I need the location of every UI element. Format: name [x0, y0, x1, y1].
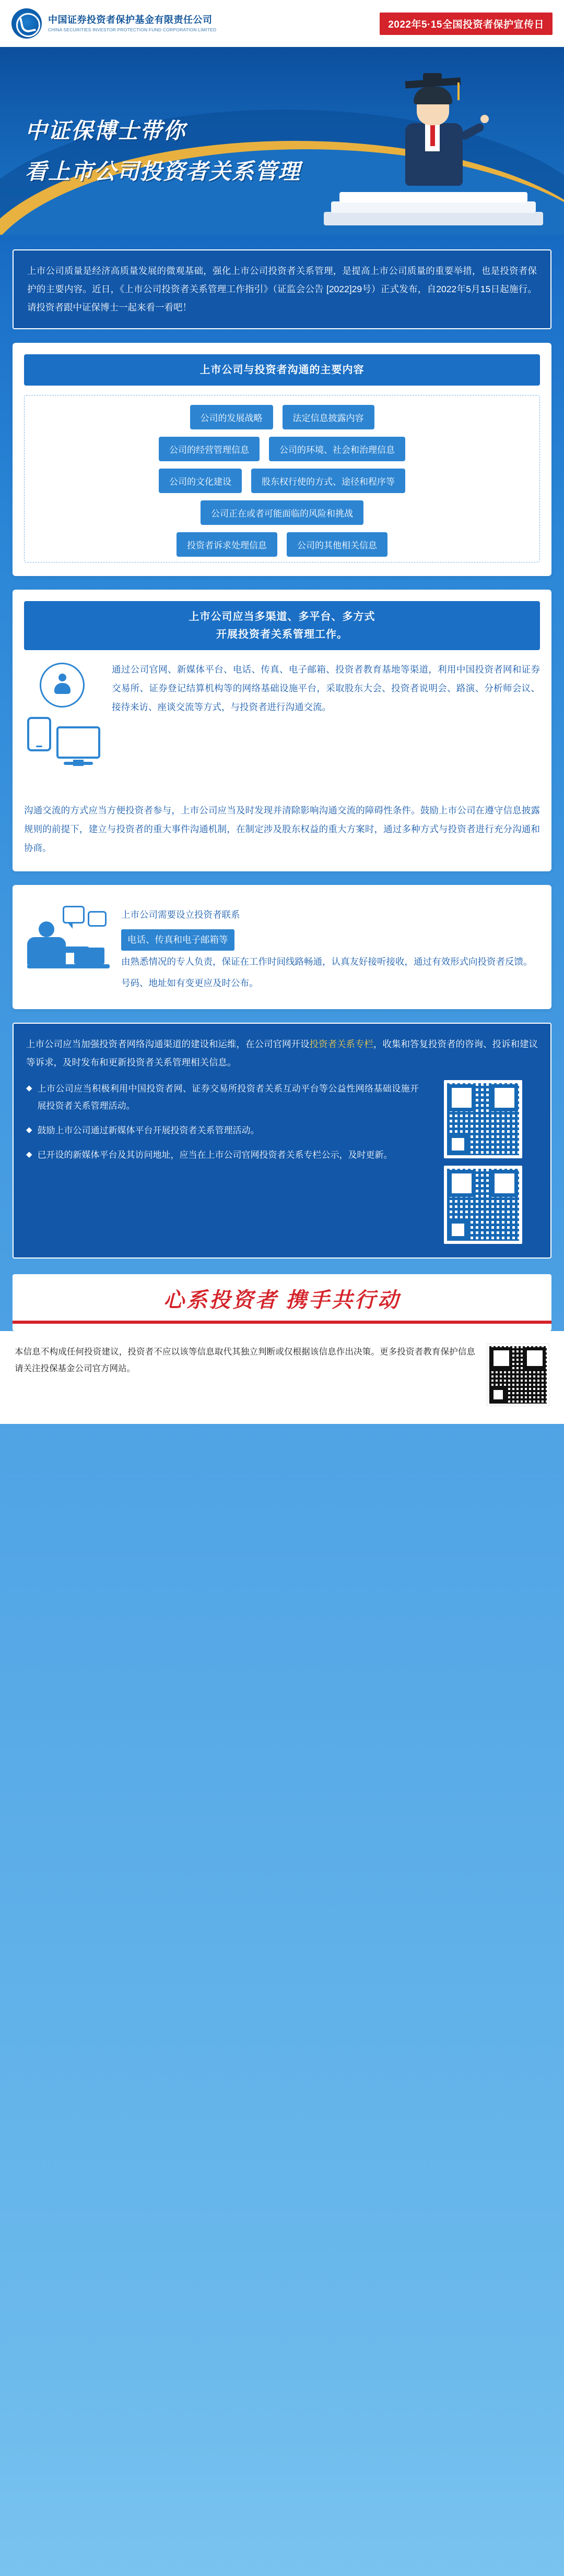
pill-item: 股东权行使的方式、途径和程序等	[251, 469, 405, 493]
campaign-banner: 2022年5·15全国投资者保护宣传日	[380, 13, 553, 35]
bullet-marker-icon: ◆	[26, 1125, 32, 1134]
pill-row-1	[33, 405, 531, 429]
chat-bubble-small-icon	[88, 911, 107, 927]
section3-line3: 号码、地址如有变更应及时公布。	[121, 977, 258, 988]
list-item	[26, 1080, 419, 1115]
brand-name-cn: 中国证券投资者保护基金有限责任公司	[48, 14, 213, 25]
pill-row-5	[33, 532, 531, 557]
section2-body	[24, 661, 540, 791]
list-item	[26, 1146, 419, 1164]
pill-row-3	[33, 469, 531, 493]
page-header	[0, 0, 564, 47]
page-footer	[0, 1331, 564, 1424]
section2-title	[24, 601, 540, 650]
content-area	[0, 249, 564, 1331]
section2-title-line1: 上市公司应当多渠道、多平台、多方式	[189, 611, 375, 622]
pill-item: 公司的环境、社会和治理信息	[269, 437, 405, 461]
company-logo-icon	[11, 8, 42, 39]
hero-section	[0, 47, 564, 235]
section2-title-line2: 开展投资者关系管理工作。	[216, 629, 348, 640]
pill-item: 公司的发展战略	[190, 405, 273, 429]
section2-paragraph-1: 通过公司官网、新媒体平台、电话、传真、电子邮箱、投资者教育基地等渠道，利用中国投资者网和证券交易所、证券登记结算机构等的网络基础设施平台，采取股东大会、投资者说明会、路演、分析师会议、接待来访、座谈交流等方式，与投资者进行沟通交流。	[112, 664, 540, 712]
slogan-divider	[13, 1321, 551, 1324]
pill-item: 公司的其他相关信息	[287, 532, 387, 557]
section-channels	[13, 590, 551, 871]
person-at-desk-icon	[24, 906, 113, 984]
pill-row-2	[33, 437, 531, 461]
list-item-text: 鼓励上市公司通过新媒体平台开展投资者关系管理活动。	[37, 1125, 260, 1135]
hero-title-line1: 中证保博士带你	[25, 119, 186, 143]
slogan-text: 心系投资者 携手共行动	[163, 1288, 401, 1312]
section2-paragraph-2: 沟通交流的方式应当方便投资者参与，上市公司应当及时发现并清除影响沟通交流的障碍性条件。鼓励上市公司在遵守信息披露规则的前提下，建立与投资者的重大事件沟通机制，在制定涉及股东权益的重大方案时，通过多种方式与投资者进行充分沟通和协商。	[24, 805, 540, 853]
pill-item: 公司的文化建设	[159, 469, 242, 493]
laptop-icon	[74, 948, 104, 964]
person-in-circle-icon	[40, 663, 85, 708]
section-contact	[13, 885, 551, 1009]
pill-item: 公司的经营管理信息	[159, 437, 260, 461]
section1-title: 上市公司与投资者沟通的主要内容	[24, 354, 540, 386]
bullet-marker-icon: ◆	[26, 1083, 32, 1093]
section2-icon-group	[24, 661, 102, 791]
section4-para-highlight: 投资者关系专栏	[309, 1038, 373, 1049]
section3-line2: 由熟悉情况的专人负责，保证在工作时间线路畅通，认真友好接听接收，通过有效形式向投资者反馈。	[121, 956, 533, 967]
graduate-mascot-icon	[381, 71, 486, 201]
section3-title-line1: 上市公司需要设立投资者联系	[121, 909, 240, 920]
list-item-text: 上市公司应当积极利用中国投资者网、证券交易所投资者关系互动平台等公益性网络基础设施开展投资者关系管理活动。	[37, 1083, 419, 1111]
bullet-marker-icon: ◆	[26, 1150, 32, 1159]
desktop-monitor-icon	[56, 726, 100, 759]
hero-title-line2: 看上市公司投资者关系管理	[25, 160, 301, 184]
section-communication-content	[13, 343, 551, 576]
qr-code-investor-net[interactable]	[444, 1080, 522, 1158]
section-online-channels	[13, 1023, 551, 1259]
monitor-base-icon	[64, 762, 93, 765]
chat-bubble-icon	[63, 906, 85, 924]
section3-highlight: 电话、传真和电子邮箱等	[121, 929, 234, 951]
qr-code-official-website[interactable]	[487, 1344, 549, 1406]
section4-body	[26, 1080, 538, 1244]
section3-body	[24, 906, 540, 996]
disclaimer-text: 本信息不构成任何投资建议，投资者不应以该等信息取代其独立判断或仅根据该信息作出决策。更多投资者教育保护信息请关注投保基金公司官方网站。	[15, 1347, 475, 1373]
section4-bullet-list	[26, 1080, 419, 1171]
pill-item: 公司正在或者可能面临的风险和挑战	[201, 500, 363, 525]
section4-qr-column	[428, 1080, 538, 1244]
hero-title	[25, 114, 301, 186]
list-item	[26, 1122, 419, 1139]
brand	[11, 8, 216, 39]
pill-row-4	[33, 500, 531, 525]
section4-paragraph	[26, 1035, 538, 1072]
intro-panel: 上市公司质量是经济高质量发展的微观基础，强化上市公司投资者关系管理，是提高上市公司质量的重要举措，也是投资者保护的主要内容。近日，《上市公司投资者关系管理工作指引》（证监会公告 [2022]29号）正式发布，自2022年5月15日起施行。请投资者跟中证保博士一起来看一看吧！	[13, 249, 551, 329]
qr-code-exchange-platform[interactable]	[444, 1166, 522, 1244]
mobile-phone-icon	[27, 717, 51, 751]
list-item-text: 已开设的新媒体平台及其访问地址，应当在上市公司官网投资者关系专栏公示，及时更新。	[37, 1150, 393, 1160]
section4-para-pre: 上市公司应当加强投资者网络沟通渠道的建设和运维，在公司官网开设	[26, 1038, 310, 1049]
brand-name-en: CHINA SECURITIES INVESTOR PROTECTION FUND CORPORATION LIMITED	[48, 27, 217, 33]
slogan-banner	[13, 1274, 551, 1331]
pill-item: 法定信息披露内容	[283, 405, 374, 429]
section3-text	[121, 906, 540, 996]
section4-para-post: ，收集和答复投资者的咨询、投诉和建议等诉求，及时发布和更新投资者关系管理相关信息。	[26, 1038, 538, 1068]
section1-pill-container	[24, 395, 540, 562]
pill-item: 投资者诉求处理信息	[177, 532, 277, 557]
